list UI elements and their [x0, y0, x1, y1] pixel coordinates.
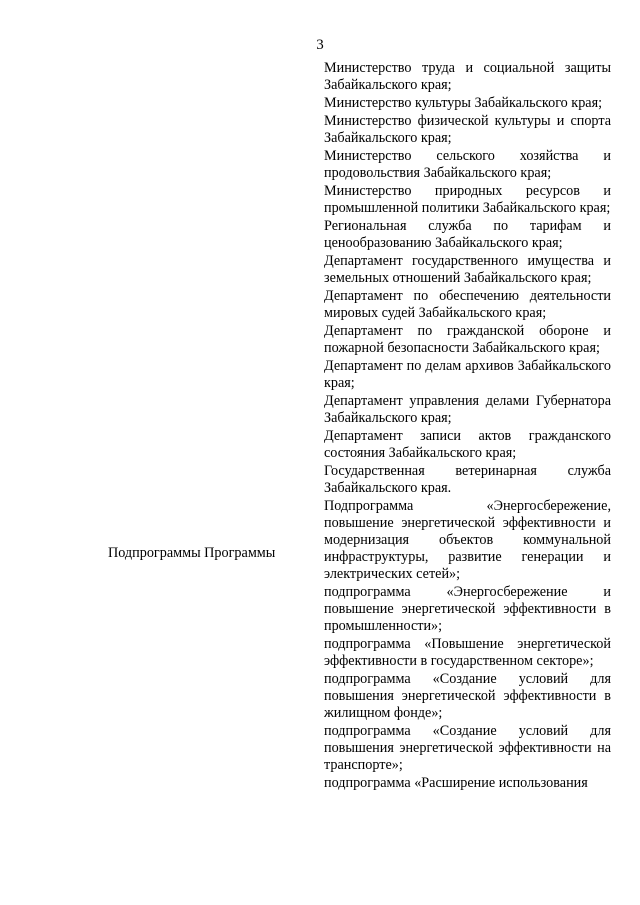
agency-item: Министерство труда и социальной защиты Забайкальского края;	[324, 60, 611, 93]
subprogram-item: Подпрограмма «Энергосбережение, повышение энергетической эффективности и модернизация объектов коммунальной инфраструктуры, развитие генерации и электрических сетей»;	[324, 498, 611, 582]
subprogram-item: подпрограмма «Создание условий для повышения энергетической эффективности в жилищном фонде»;	[324, 671, 611, 721]
agency-item: Региональная служба по тарифам и ценообразованию Забайкальского края;	[324, 218, 611, 251]
agency-item: Департамент управления делами Губернатора Забайкальского края;	[324, 393, 611, 426]
agency-item: Департамент записи актов гражданского состояния Забайкальского края;	[324, 428, 611, 461]
agency-item: Государственная ветеринарная служба Забайкальского края.	[324, 463, 611, 496]
agency-item: Департамент по делам архивов Забайкальского края;	[324, 358, 611, 391]
subprogram-item: подпрограмма «Повышение энергетической эффективности в государственном секторе»;	[324, 636, 611, 669]
subprogram-item: подпрограмма «Энергосбережение и повышение энергетической эффективности в промышленности»;	[324, 584, 611, 634]
agency-item: Министерство сельского хозяйства и продовольствия Забайкальского края;	[324, 148, 611, 181]
agency-item: Департамент по гражданской обороне и пожарной безопасности Забайкальского края;	[324, 323, 611, 356]
subprogram-item: подпрограмма «Создание условий для повышения энергетической эффективности на транспорте»;	[324, 723, 611, 773]
agency-item: Министерство физической культуры и спорта Забайкальского края;	[324, 113, 611, 146]
participants-list	[324, 60, 611, 793]
agency-item: Департамент государственного имущества и земельных отношений Забайкальского края;	[324, 253, 611, 286]
agency-item: Министерство культуры Забайкальского края;	[324, 95, 603, 111]
agency-item: Департамент по обеспечению деятельности мировых судей Забайкальского края;	[324, 288, 611, 321]
subprograms-label: Подпрограммы Программы	[108, 545, 276, 561]
page-number: 3	[316, 37, 324, 53]
agency-item: Министерство природных ресурсов и промышленной политики Забайкальского края;	[324, 183, 611, 216]
subprogram-item: подпрограмма «Расширение использования	[324, 775, 588, 791]
